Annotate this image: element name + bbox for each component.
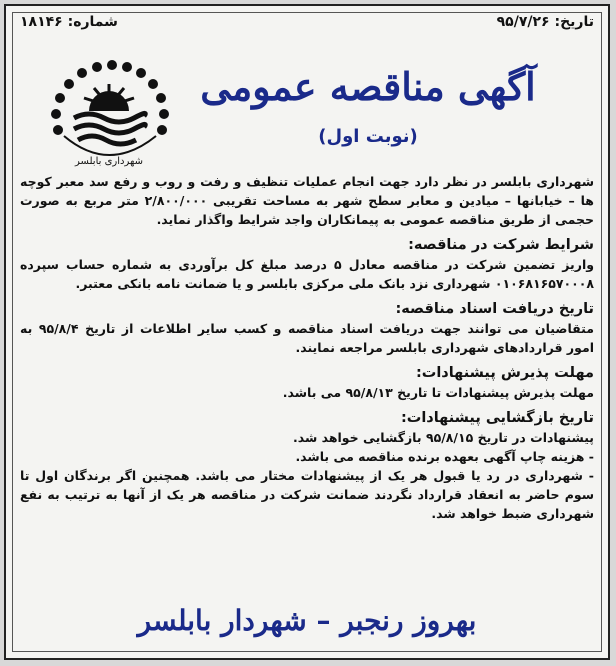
notice-date: تاریخ: ۹۵/۷/۲۶: [496, 14, 594, 30]
logo-caption: شهرداری بابلسر: [75, 156, 143, 167]
section-documents: [20, 299, 594, 357]
section-text: واریز تضمین شرکت در مناقصه معادل ۵ درصد مبلغ کل برآوردی به شماره حساب سپرده ۰۱۰۶۸۱۶۵۷۰۰۰۸ شهرداری نزد بانک ملی مرکزی بابلسر و یا ضمانت نامه بانکی معتبر.: [20, 257, 594, 291]
notice-title: آگهی مناقصه عمومی: [200, 64, 536, 109]
section-title: مهلت پذیرش پیشنهادات:: [415, 365, 594, 381]
section-deadline: [20, 363, 594, 402]
notice-sheet: [4, 4, 610, 660]
note-item: - هزینه چاپ آگهی بعهده برنده مناقصه می باشد.: [295, 449, 594, 464]
section-participation: [20, 235, 594, 293]
notice-body: [20, 172, 594, 523]
signature-line: بهروز رنجبر – شهردار بابلسر: [137, 604, 477, 637]
section-title: تاریخ بازگشایی پیشنهادات:: [400, 410, 594, 426]
section-text: متقاضیان می توانند جهت دریافت اسناد مناقصه و کسب سایر اطلاعات از تاریخ ۹۵/۸/۴ به امور قراردادهای شهرداری بابلسر مراجعه نمایند.: [20, 321, 594, 355]
notice-number: شماره: ۱۸۱۴۶: [20, 14, 118, 30]
intro-paragraph: شهرداری بابلسر در نظر دارد جهت انجام عملیات تنظیف و رفت و روب و رفع سد معبر کوچه ها – خیابانها – میادین و معابر سطح شهر به مساحت تقریبی ۲/۸۰۰/۰۰۰ متر مربع به صورت حجمی از طریق مناقصه عمومی به پیمانکاران واجد شرایط واگذار نماید.: [20, 174, 594, 227]
section-title: شرایط شرکت در مناقصه:: [408, 237, 594, 253]
notice-subtitle: (نوبت اول): [318, 126, 418, 147]
section-text: پیشنهادات در تاریخ ۹۵/۸/۱۵ بازگشایی خواهد شد.: [292, 430, 594, 445]
section-opening: [20, 408, 594, 447]
section-title: تاریخ دریافت اسناد مناقصه:: [395, 301, 594, 317]
section-text: مهلت پذیرش پیشنهادات تا تاریخ ۹۵/۸/۱۳ می باشد.: [282, 385, 594, 400]
note-item: - شهرداری در رد یا قبول هر یک از پیشنهادات مختار می باشد. همچنین اگر برندگان اول تا سوم حاضر به انعقاد قرارداد نگردند ضمانت شرکت در مناقصه هر یک از آنها به ترتیب به نفع شهرداری ضبط خواهد شد.: [20, 468, 594, 521]
